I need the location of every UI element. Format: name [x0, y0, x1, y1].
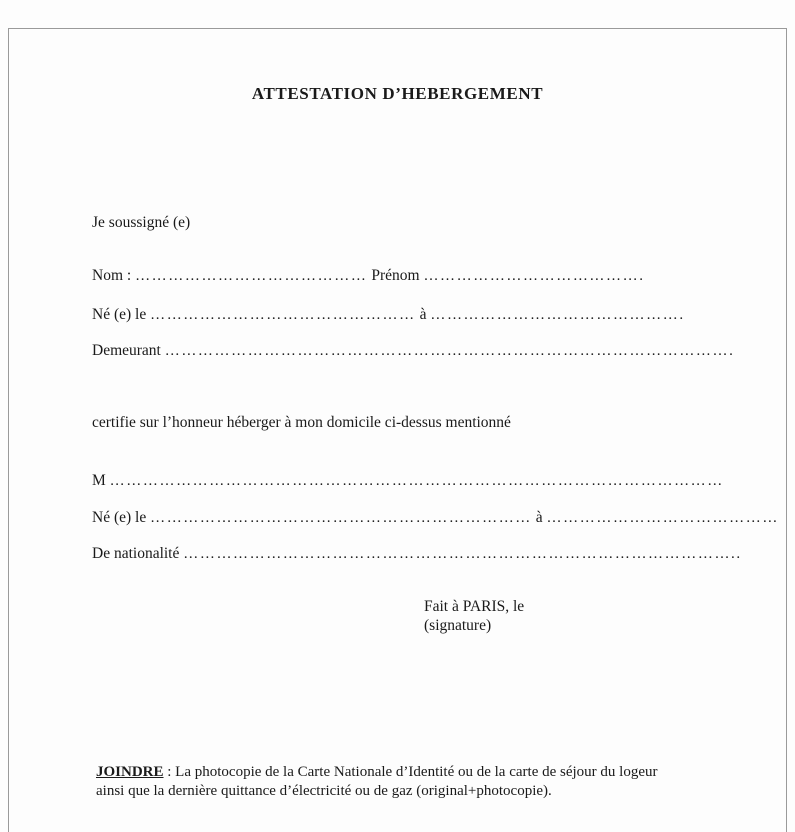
guest-nationalite-label: De nationalité	[92, 545, 180, 562]
host-birth-row	[92, 305, 685, 325]
page-border-left	[8, 28, 9, 832]
host-ne-le-dots: …………………………………………	[150, 307, 416, 323]
salutation-line: Je soussigné (e)	[92, 214, 191, 231]
guest-nationalite-dots: ………………………………………………………………………………………..	[183, 546, 742, 562]
host-name-row	[92, 266, 645, 286]
page-border-top	[8, 28, 787, 29]
guest-nationality-row	[92, 544, 742, 564]
guest-birth-row	[92, 508, 779, 528]
guest-birthplace-label: à	[535, 509, 543, 526]
page-title: ATTESTATION D’HEBERGEMENT	[251, 84, 544, 103]
footer-joindre-label: JOINDRE	[96, 764, 164, 780]
footer-note	[96, 762, 756, 782]
host-nom-dots: ……………………………………	[135, 268, 368, 284]
place-date-line: Fait à PARIS, le	[424, 598, 525, 615]
statement-line: certifie sur l’honneur héberger à mon domicile ci-dessus mentionné	[92, 414, 511, 431]
guest-name-row	[92, 471, 724, 491]
host-birthplace-label: à	[419, 306, 427, 323]
guest-ne-le-label: Né (e) le	[92, 509, 147, 526]
host-nom-label: Nom :	[92, 267, 132, 284]
page-border-right	[786, 28, 787, 832]
signature-line: (signature)	[424, 617, 492, 634]
host-birthplace-dots: ……………………………………….	[430, 307, 685, 323]
host-prenom-dots: ………………………………….	[423, 268, 645, 284]
footer-note-second-line: ainsi que la dernière quittance d’électricité ou de gaz (original+photocopie).	[96, 783, 552, 799]
host-prenom-label: Prénom	[371, 267, 420, 284]
host-ne-le-label: Né (e) le	[92, 306, 147, 323]
guest-birthplace-dots: ……………………………………	[546, 510, 779, 526]
guest-ne-le-dots: ……………………………………………………………	[150, 510, 532, 526]
guest-m-dots: …………………………………………………………………………………………………	[109, 473, 724, 489]
guest-m-label: M	[92, 472, 106, 489]
host-demeurant-label: Demeurant	[92, 342, 161, 359]
host-demeurant-dots: ………………………………………………………………………………………….	[164, 343, 735, 359]
host-address-row	[92, 341, 734, 361]
footer-note-text: : La photocopie de la Carte Nationale d’Identité ou de la carte de séjour du logeur	[163, 764, 658, 780]
